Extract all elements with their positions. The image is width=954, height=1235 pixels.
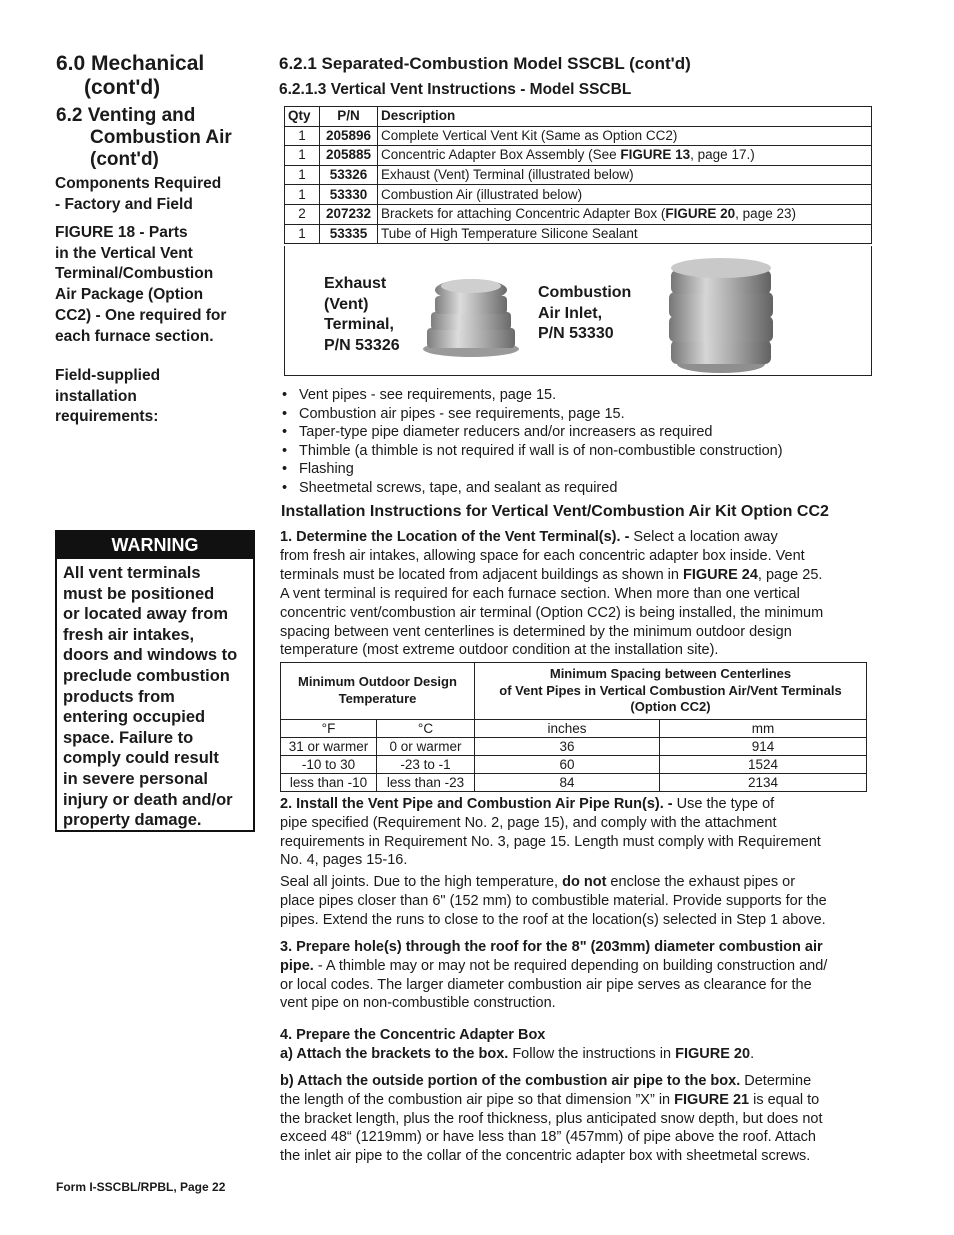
column-header: P/N (320, 107, 378, 127)
caption-line: in the Vertical Vent (55, 244, 193, 262)
paragraph-line: or local codes. The larger diameter combustion air pipe serves as clearance for the (280, 976, 812, 993)
table-cell: -23 to -1 (377, 755, 475, 773)
parts-illustration-panel (284, 246, 872, 376)
description-cell: Exhaust (Vent) Terminal (illustrated below) (378, 165, 872, 185)
page-heading: 6.2.1 Separated-Combustion Model SSCBL (cont'd) (279, 54, 691, 73)
figure-caption (55, 223, 226, 347)
label-line: P/N 53326 (324, 336, 400, 354)
table-cell: 84 (475, 773, 660, 791)
step-1-paragraph-2 (280, 585, 872, 660)
warning-line: property damage. (63, 811, 202, 830)
subsection-heading-line: (cont'd) (90, 149, 159, 170)
description-cell (378, 146, 872, 166)
section-heading-line: 6.0 Mechanical (56, 52, 205, 75)
text-run: . (750, 1045, 755, 1062)
description-text: Brackets for attaching Concentric Adapter Box ( (381, 206, 666, 222)
table-cell: less than -10 (281, 773, 377, 791)
substep-title: a) Attach the brackets to the box. (280, 1045, 509, 1062)
list-item: • Sheetmetal screws, tape, and sealant as required (282, 479, 783, 498)
table-header-row (281, 663, 867, 720)
table-row (285, 165, 872, 185)
temperature-header (281, 663, 475, 720)
table-row (285, 126, 872, 146)
description-text: , page 17.) (690, 147, 755, 163)
list-item: • Vent pipes - see requirements, page 15. (282, 386, 783, 405)
paragraph-line: No. 4, pages 15-16. (280, 852, 408, 869)
paragraph-line (280, 1026, 872, 1045)
pn-cell: 205896 (320, 126, 378, 146)
parts-table (284, 106, 872, 244)
paragraph-line: exceed 48“ (1219mm) or have less than 18” (457mm) of pipe above the roof. Attach (280, 1129, 816, 1146)
warning-line: space. Failure to (63, 728, 194, 747)
step-1-paragraph (280, 528, 872, 584)
table-row (285, 224, 872, 244)
paragraph-line (280, 873, 872, 892)
seal-joints-paragraph (280, 873, 872, 929)
caption-line: Terminal/Combustion (55, 265, 214, 283)
warning-line: All vent terminals (63, 564, 201, 582)
section-heading-line: (cont'd) (84, 76, 161, 99)
label-line: (Vent) (324, 295, 369, 313)
qty-cell: 1 (285, 224, 320, 244)
caption-line: Air Package (Option (55, 286, 204, 304)
text-run: Follow the instructions in (508, 1045, 676, 1062)
table-cell: 1524 (660, 755, 867, 773)
text-run: - A thimble may or may not be required depending on building construction and/ (313, 957, 828, 974)
exhaust-terminal-label (324, 274, 400, 356)
pn-cell: 207232 (320, 204, 378, 224)
figure-reference: FIGURE 20 (665, 206, 736, 222)
figure-reference: FIGURE 21 (674, 1091, 750, 1108)
figure-reference: FIGURE 20 (675, 1045, 751, 1062)
pn-cell: 53335 (320, 224, 378, 244)
paragraph-line: concentric vent/combustion air terminal (Option CC2) is being installed, the minimum (280, 604, 824, 621)
table-cell: 36 (475, 737, 660, 755)
header-line: Temperature (338, 690, 417, 706)
step-2-paragraph (280, 795, 872, 870)
warning-line: products from (63, 687, 175, 706)
combustion-air-inlet-image (665, 256, 777, 374)
text-run: terminals must be located from adjacent buildings as shown in (280, 566, 683, 583)
qty-cell: 1 (285, 126, 320, 146)
pn-cell: 205885 (320, 146, 378, 166)
unit-cell: °F (281, 719, 377, 737)
list-item: • Combustion air pipes - see requirements, page 15. (282, 405, 783, 424)
paragraph-line (280, 528, 872, 547)
step-4b-paragraph (280, 1072, 872, 1166)
qty-cell: 2 (285, 204, 320, 224)
header-line: (Option CC2) (630, 699, 711, 714)
paragraph-line: the inlet air pipe to the collar of the concentric adapter box with sheetmetal screws. (280, 1148, 811, 1165)
caption-line: each furnace section. (55, 327, 214, 345)
paragraph-line (280, 1072, 872, 1091)
paragraph-line: temperature (most extreme outdoor condition at the installation site). (280, 642, 719, 659)
text-run: Use the type of (672, 796, 775, 812)
warning-line: injury or death and/or (63, 790, 233, 809)
header-line: of Vent Pipes in Vertical Combustion Air/Vent Terminals (499, 682, 842, 698)
caption-line: requirements: (55, 408, 159, 426)
description-cell: Combustion Air (illustrated below) (378, 185, 872, 205)
paragraph-line: place pipes closer than 6" (152 mm) to combustible material. Provide supports for the (280, 892, 827, 909)
qty-cell: 1 (285, 146, 320, 166)
paragraph-line (280, 795, 872, 814)
caption-line: FIGURE 18 - Parts (55, 224, 188, 241)
components-caption (55, 174, 221, 215)
caption-line: - Factory and Field (55, 195, 193, 213)
caption-line: installation (55, 387, 137, 405)
warning-title: WARNING (57, 532, 253, 559)
warning-line: or located away from (63, 605, 229, 624)
step-title: 1. Determine the Location of the Vent Terminal(s). - (280, 529, 630, 545)
table-cell: 914 (660, 737, 867, 755)
label-line: Air Inlet, (538, 304, 603, 322)
table-units-row (281, 719, 867, 737)
installation-heading: Installation Instructions for Vertical Vent/Combustion Air Kit Option CC2 (281, 503, 829, 520)
caption-line: Components Required (55, 175, 222, 192)
text-run: the length of the combustion air pipe so that dimension ”X” in (280, 1091, 675, 1108)
step-title: 2. Install the Vent Pipe and Combustion Air Pipe Run(s). - (280, 796, 673, 812)
subsection-heading-line: Combustion Air (90, 127, 232, 148)
qty-cell: 1 (285, 185, 320, 205)
warning-line: fresh air intakes, (63, 625, 195, 644)
unit-cell: mm (660, 719, 867, 737)
substep-title: b) Attach the outside portion of the combustion air pipe to the box. (280, 1073, 741, 1089)
text-run: Determine (740, 1073, 812, 1089)
paragraph-line: spacing between vent centerlines is determined by the minimum outdoor design (280, 623, 792, 640)
paragraph-line: pipe specified (Requirement No. 2, page 15), and comply with the attachment (280, 814, 777, 831)
list-item: • Taper-type pipe diameter reducers and/or increasers as required (282, 423, 783, 442)
description-text: Concentric Adapter Box Assembly (See (381, 147, 621, 163)
column-header: Qty (285, 107, 320, 127)
table-row (285, 204, 872, 224)
paragraph-line: A vent terminal is required for each furnace section. When more than one vertical (280, 586, 800, 602)
warning-line: doors and windows to (63, 646, 238, 665)
pn-cell: 53330 (320, 185, 378, 205)
description-cell: Complete Vertical Vent Kit (Same as Option CC2) (378, 126, 872, 146)
label-line: Combustion (538, 284, 632, 301)
label-line: Terminal, (324, 316, 394, 333)
label-line: P/N 53330 (538, 325, 614, 342)
text-run: , page 25. (757, 566, 823, 583)
qty-cell: 1 (285, 165, 320, 185)
paragraph-line: the bracket length, plus the roof thickness, plus anticipated snow depth, but does not (280, 1110, 823, 1127)
caption-line: CC2) - One required for (55, 306, 227, 324)
table-row (281, 755, 867, 773)
pn-cell: 53326 (320, 165, 378, 185)
table-row (285, 185, 872, 205)
paragraph-line (280, 957, 872, 976)
header-line: Minimum Spacing between Centerlines (549, 666, 792, 681)
warning-line: must be positioned (63, 584, 215, 603)
spacing-header (475, 663, 867, 720)
paragraph-line (280, 1091, 872, 1110)
subsection-heading-line: 6.2 Venting and (56, 105, 196, 126)
column-header: Description (378, 107, 872, 127)
section-heading (56, 52, 256, 100)
paragraph-line (280, 566, 872, 585)
subsection-heading (56, 105, 256, 171)
text-run: is equal to (749, 1091, 820, 1108)
step-4-paragraph (280, 1026, 872, 1064)
step-3-paragraph (280, 938, 872, 1013)
table-row (285, 146, 872, 166)
table-cell: 60 (475, 755, 660, 773)
table-cell: 0 or warmer (377, 737, 475, 755)
description-text: , page 23) (735, 206, 796, 222)
list-item: • Flashing (282, 460, 783, 479)
paragraph-line: requirements in Requirement No. 3, page 15. Length must comply with Requirement (280, 833, 821, 850)
paragraph-line (280, 1045, 872, 1064)
table-header-row (285, 107, 872, 127)
paragraph-line: vent pipe on non-combustible construction. (280, 995, 556, 1012)
warning-box (55, 530, 255, 832)
description-cell: Tube of High Temperature Silicone Sealant (378, 224, 872, 244)
step-title: 3. Prepare hole(s) through the roof for the 8" (203mm) diameter combustion air (280, 939, 823, 955)
header-line: Minimum Outdoor Design (298, 674, 457, 690)
paragraph-line: pipes. Extend the runs to close to the roof at the location(s) selected in Step 1 above. (280, 911, 826, 928)
text-run: enclose the exhaust pipes or (606, 874, 796, 890)
warning-text (57, 559, 253, 831)
unit-cell: inches (475, 719, 660, 737)
table-row (281, 737, 867, 755)
table-cell: less than -23 (377, 773, 475, 791)
caption-line: Field-supplied (55, 367, 161, 384)
text-run: Select a location away (629, 529, 778, 545)
field-supplied-caption (55, 366, 160, 428)
step-title: pipe. (280, 957, 314, 974)
warning-line: preclude combustion (63, 666, 230, 685)
table-cell: 2134 (660, 773, 867, 791)
figure-reference: FIGURE 13 (620, 147, 691, 163)
emphasis: do not (562, 874, 607, 890)
step-title: 4. Prepare the Concentric Adapter Box (280, 1027, 546, 1043)
paragraph-line: from fresh air intakes, allowing space for each concentric adapter box inside. Vent (280, 547, 805, 564)
description-cell (378, 204, 872, 224)
paragraph-line (280, 938, 872, 957)
text-run: Seal all joints. Due to the high temperature, (280, 874, 563, 890)
spacing-table (280, 662, 867, 792)
unit-cell: °C (377, 719, 475, 737)
exhaust-terminal-image (421, 276, 521, 358)
list-item: • Thimble (a thimble is not required if wall is of non-combustible construction) (282, 442, 783, 461)
table-cell: -10 to 30 (281, 755, 377, 773)
label-line: Exhaust (324, 275, 387, 292)
page-subheading: 6.2.1.3 Vertical Vent Instructions - Model SSCBL (279, 81, 632, 98)
warning-line: entering occupied (63, 708, 206, 727)
page-footer: Form I-SSCBL/RPBL, Page 22 (56, 1180, 226, 1194)
warning-line: comply could result (63, 749, 219, 768)
figure-reference: FIGURE 24 (682, 566, 758, 583)
table-row (281, 773, 867, 791)
requirements-list (282, 386, 783, 498)
combustion-air-inlet-label (538, 283, 631, 345)
table-cell: 31 or warmer (281, 737, 377, 755)
warning-line: in severe personal (63, 769, 208, 788)
